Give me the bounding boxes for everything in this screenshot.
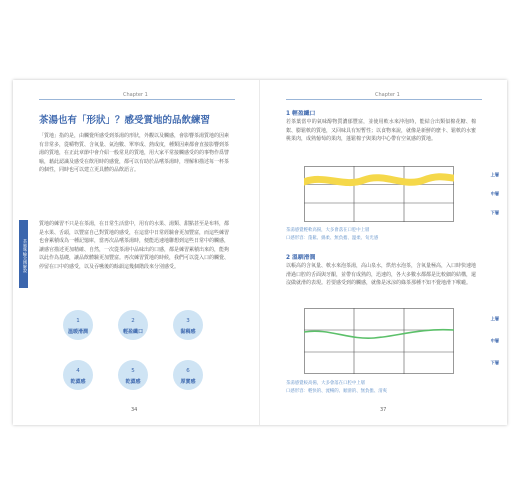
texture-label: 厚實感	[180, 379, 196, 385]
section-title: 2 溫馴滑潤	[286, 255, 316, 261]
texture-number: 3	[186, 318, 190, 324]
texture-label: 黏稠感	[180, 329, 196, 335]
band-label: 下層	[490, 360, 499, 365]
band-label: 上層	[490, 316, 499, 321]
texture-band-chart	[304, 166, 454, 222]
texture-number: 2	[131, 318, 135, 324]
chart-caption: 茶湯感覺輕軟高揚，大多會落在口腔中上層	[286, 228, 370, 233]
page-number: 37	[380, 407, 387, 413]
texture-circle	[63, 360, 93, 390]
header-rule	[39, 99, 235, 100]
left-page	[13, 80, 260, 425]
texture-number: 4	[76, 368, 80, 374]
texture-circle	[118, 360, 148, 390]
band-grid	[304, 166, 454, 222]
chart-caption: 口感形容：輕快的、流暢的、順滑的、無負擔、清爽	[286, 389, 387, 394]
page-title: 茶湯也有「形狀」？感受質地的品飲練習	[39, 115, 211, 126]
texture-label: 溫暖滑潤	[67, 329, 88, 335]
band-label: 中層	[490, 338, 499, 343]
band-label: 上層	[490, 172, 499, 177]
right-page	[260, 80, 507, 425]
chart-caption: 口感形容：蓬鬆、綿柔、無負擔、溫柔、旬光感	[286, 236, 379, 241]
side-tab: 茶風味輪全國解說	[19, 220, 28, 288]
texture-label: 乾澀感	[70, 379, 86, 385]
texture-grid	[53, 310, 213, 400]
header-rule	[286, 99, 482, 100]
chapter-header: Chapter 1	[123, 92, 148, 98]
section-body: 若茶葉當中的氣味醇物質濃郁豐富，並使用軟水來沖泡時，能結合出類似棉花糖、棉絮、膨鬆軟的質地，又回味具有短暫性；以食物來說，就像是新鮮的麼卡、鬆軟的水蜜桃果肉，成熟葡萄的果肉，蓬鬆棉子與果肉中心帶有空氣感的質地。	[286, 119, 476, 143]
band-label: 下層	[490, 210, 499, 215]
texture-label: 輕盈纖口	[122, 329, 143, 335]
chapter-header: Chapter 1	[375, 92, 400, 98]
texture-number: 1	[76, 318, 80, 324]
texture-number: 6	[186, 368, 190, 374]
chart-caption: 茶湯感覺較高揚，大多會落在口腔中上層	[286, 381, 366, 386]
section-body: 以帳高的含氧量、軟水來泡茶湯，高山泉水，烘焙水泡茶，含氧量極高，入口時快速地滑過口腔的舌面與牙齦，並帶有成熟的，迅速的，各大多數水都都是比較細的結構，還沒做就滑的表現。若要感受到的觸感，就像是冰涼的綠茶那種不知不覺地滑下喉嚨。	[286, 263, 476, 287]
texture-label: 乾澀感	[125, 379, 141, 385]
band-grid	[304, 308, 454, 374]
texture-circle	[173, 360, 203, 390]
page-number: 34	[131, 407, 138, 413]
texture-number: 5	[131, 368, 135, 374]
paragraph: 「質地」指的是，由觸覺所感受到茶湯的形狀，外觀以及觸感，會影響茶湯質地的因素有非常多，從嚼物質、含氧量、氣泡數、單寧成、熱成度，種類因素都會直接影響到茶湯的質地，在正此章節中會介紹一般常見的質地，用大家平常接觸感受的的事物作爲譬喻，藉此認識及感受在飲用時的感覺，都可以有助於品嚐茶湯時，理解和描述每一杯茶的個性，同時也可以建立更具體的品飲語言。	[39, 133, 229, 174]
paragraph: 質地的練習不只是在茶湯，在日常生活當中，用有的水果、湯類、甜點甚至是布料，都是水果、舌頭，以豐富自己對質地的感受，在這當中日常經驗會更加豐富，而這些練習也會累積成為一種記憶庫，當再次品嚐茶湯時，便能迅速地聯想到這些日常中的觸感，讓感官描述更加精確、自然，一次從茶湯中品味出的口感，都是練習累積出來的，能夠以此作為基礎，讓品飲體驗更加豐富。再次練習質地的時候，我們可以從入口的觸覺、停留在口中的感受，以及吞嚥後的餘韻這幾個階段來分別感受。	[39, 221, 229, 270]
texture-band-chart	[304, 308, 454, 374]
band-label: 中層	[490, 191, 499, 196]
section-title: 1 輕盈纖口	[286, 111, 316, 117]
book-spread	[13, 80, 507, 425]
texture-circle	[118, 310, 148, 340]
texture-circle	[63, 310, 93, 340]
texture-circle	[173, 310, 203, 340]
